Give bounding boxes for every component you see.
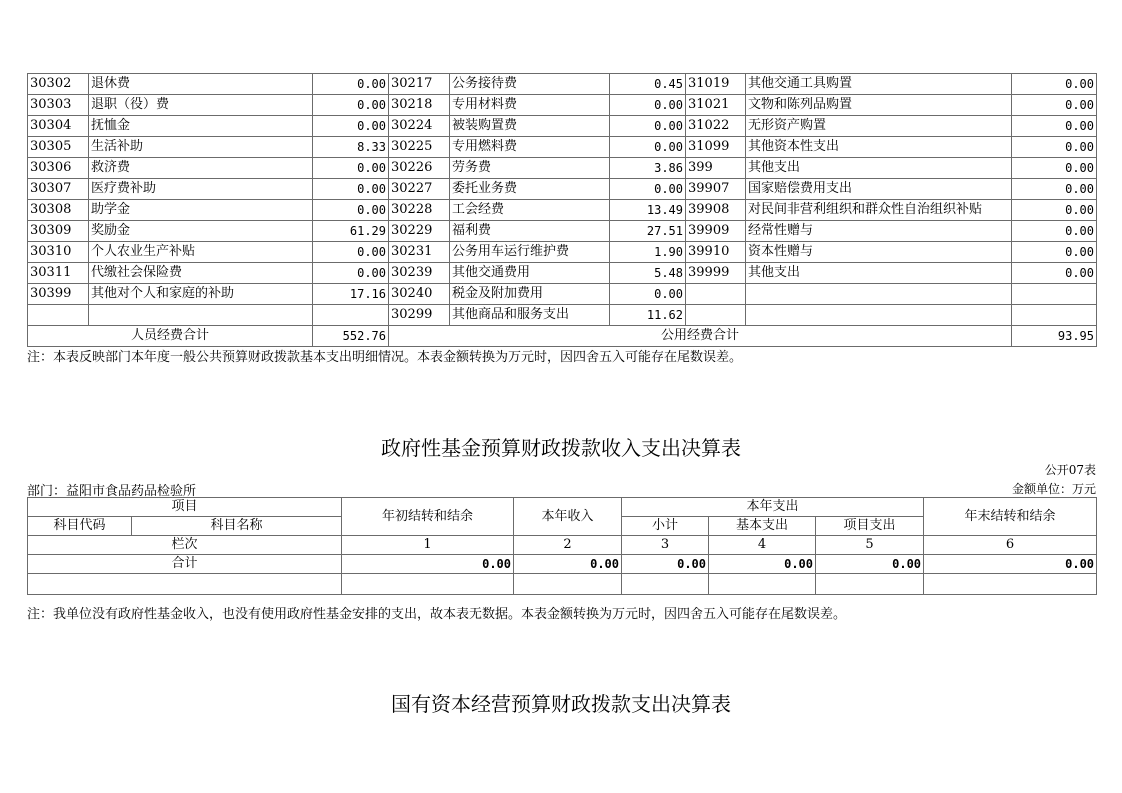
cell-amount-b: 0.00 [610,284,686,305]
cell-amount-a: 0.00 [313,74,389,95]
table-row [28,200,1097,221]
header-end: 年末结转和结余 [924,498,1097,536]
total-end: 0.00 [924,555,1097,574]
total-label: 合计 [28,555,342,574]
cell-name-c: 国家赔偿费用支出 [746,179,1012,200]
cell-amount-b: 0.00 [610,116,686,137]
amount-unit: 金额单位：万元 [1011,482,1096,496]
department-label: 部门：益阳市食品药品检验所 [27,484,197,499]
col-num-2: 2 [514,536,622,555]
cell-name-c: 无形资产购置 [746,116,1012,137]
total-row [28,555,1097,574]
cell-name-a: 救济费 [89,158,313,179]
cell-name-c: 对民间非营利组织和群众性自治组织补贴 [746,200,1012,221]
cell-code-b: 30228 [389,200,450,221]
cell-amount-b: 27.51 [610,221,686,242]
cell-name-a: 退职（役）费 [89,95,313,116]
header-income: 本年收入 [514,498,622,536]
cell-name-c: 其他支出 [746,158,1012,179]
cell-name-a: 退休费 [89,74,313,95]
cell-name-b: 其他交通费用 [450,263,610,284]
cell-name-b: 工会经费 [450,200,610,221]
cell-code-a: 30307 [28,179,89,200]
cell-code-c [686,284,746,305]
cell-name-b: 公务用车运行维护费 [450,242,610,263]
basic-expense-detail-table [27,73,1097,347]
cell-name-c: 其他资本性支出 [746,137,1012,158]
cell-name-a: 奖励金 [89,221,313,242]
header-item: 项目 [28,498,342,517]
cell-code-c: 39999 [686,263,746,284]
cell-code-b: 30224 [389,116,450,137]
empty-cell [342,574,514,595]
cell-code-b: 30299 [389,305,450,326]
personnel-total-label: 人员经费合计 [28,326,313,347]
cell-code-b: 30227 [389,179,450,200]
cell-amount-c: 0.00 [1012,200,1097,221]
empty-cell [28,574,342,595]
cell-code-c: 39908 [686,200,746,221]
cell-amount-a: 0.00 [313,116,389,137]
cell-amount-a [313,305,389,326]
cell-amount-c [1012,284,1097,305]
section3-title: 国有资本经营预算财政拨款支出决算表 [391,692,731,716]
cell-code-b: 30217 [389,74,450,95]
empty-cell [924,574,1097,595]
cell-amount-c: 0.00 [1012,179,1097,200]
public-total-label: 公用经费合计 [389,326,1012,347]
totals-row [28,326,1097,347]
table-row [28,116,1097,137]
cell-name-c [746,284,1012,305]
cell-code-a: 30308 [28,200,89,221]
cell-code-a: 30302 [28,74,89,95]
total-subtotal: 0.00 [622,555,709,574]
cell-code-c: 31021 [686,95,746,116]
empty-cell [709,574,816,595]
header-basic: 基本支出 [709,517,816,536]
cell-name-c: 其他交通工具购置 [746,74,1012,95]
cell-code-c: 31022 [686,116,746,137]
cell-name-b: 专用燃料费 [450,137,610,158]
cell-name-a [89,305,313,326]
cell-amount-b: 13.49 [610,200,686,221]
table-row [28,179,1097,200]
public-total-value: 93.95 [1012,326,1097,347]
cell-name-b: 专用材料费 [450,95,610,116]
cell-code-c [686,305,746,326]
cell-name-a: 代缴社会保险费 [89,263,313,284]
cell-name-b: 福利费 [450,221,610,242]
cell-amount-b: 0.00 [610,137,686,158]
header-code: 科目代码 [28,517,132,536]
cell-code-c: 39909 [686,221,746,242]
header-name: 科目名称 [132,517,342,536]
header-subtotal: 小计 [622,517,709,536]
total-project: 0.00 [816,555,924,574]
empty-cell [514,574,622,595]
cell-code-a: 30304 [28,116,89,137]
cell-code-c: 31019 [686,74,746,95]
table1-note: 注：本表反映部门本年度一般公共预算财政拨款基本支出明细情况。本表金额转换为万元时，因四舍五入可能存在尾数误差。 [27,350,743,365]
gov-fund-table [27,497,1097,595]
cell-name-b: 被装购置费 [450,116,610,137]
col-label: 栏次 [28,536,342,555]
cell-code-a: 30309 [28,221,89,242]
header-expense: 本年支出 [622,498,924,517]
table-row [28,263,1097,284]
total-begin: 0.00 [342,555,514,574]
table-row [28,95,1097,116]
col-num-4: 4 [709,536,816,555]
cell-amount-b: 0.00 [610,95,686,116]
header-begin: 年初结转和结余 [342,498,514,536]
cell-amount-c: 0.00 [1012,242,1097,263]
cell-name-c: 文物和陈列品购置 [746,95,1012,116]
cell-code-b: 30226 [389,158,450,179]
cell-amount-b: 3.86 [610,158,686,179]
cell-amount-a: 0.00 [313,158,389,179]
cell-code-b: 30231 [389,242,450,263]
cell-code-a [28,305,89,326]
header-row-1 [28,498,1097,517]
form-code: 公开07表 [1044,463,1096,477]
cell-name-b: 税金及附加费用 [450,284,610,305]
cell-code-c: 39910 [686,242,746,263]
cell-code-b: 30225 [389,137,450,158]
cell-amount-a: 0.00 [313,242,389,263]
table-row [28,74,1097,95]
cell-name-a: 抚恤金 [89,116,313,137]
section2-note: 注：我单位没有政府性基金收入，也没有使用政府性基金安排的支出，故本表无数据。本表金额转换为万元时，因四舍五入可能存在尾数误差。 [27,607,847,622]
cell-amount-b: 5.48 [610,263,686,284]
cell-name-a: 个人农业生产补贴 [89,242,313,263]
cell-amount-a: 0.00 [313,200,389,221]
cell-name-b: 公务接待费 [450,74,610,95]
table1-body [28,74,1097,326]
personnel-total-value: 552.76 [313,326,389,347]
table-row [28,305,1097,326]
cell-amount-c: 0.00 [1012,95,1097,116]
cell-amount-a: 0.00 [313,95,389,116]
cell-name-c: 经常性赠与 [746,221,1012,242]
cell-amount-c: 0.00 [1012,116,1097,137]
cell-code-b: 30218 [389,95,450,116]
cell-code-c: 39907 [686,179,746,200]
cell-code-a: 30306 [28,158,89,179]
total-income: 0.00 [514,555,622,574]
cell-name-a: 其他对个人和家庭的补助 [89,284,313,305]
cell-name-b: 劳务费 [450,158,610,179]
section2-title: 政府性基金预算财政拨款收入支出决算表 [381,436,741,460]
cell-amount-b: 0.45 [610,74,686,95]
cell-amount-b: 1.90 [610,242,686,263]
col-num-6: 6 [924,536,1097,555]
cell-name-c: 其他支出 [746,263,1012,284]
cell-amount-a: 17.16 [313,284,389,305]
table-row [28,137,1097,158]
cell-amount-b: 0.00 [610,179,686,200]
cell-code-c: 399 [686,158,746,179]
cell-amount-b: 11.62 [610,305,686,326]
cell-amount-a: 61.29 [313,221,389,242]
table-row [28,158,1097,179]
cell-amount-c: 0.00 [1012,263,1097,284]
cell-amount-c: 0.00 [1012,158,1097,179]
cell-amount-a: 0.00 [313,179,389,200]
cell-name-b: 委托业务费 [450,179,610,200]
table-row [28,221,1097,242]
cell-amount-c: 0.00 [1012,221,1097,242]
cell-code-c: 31099 [686,137,746,158]
cell-name-a: 医疗费补助 [89,179,313,200]
cell-amount-c: 0.00 [1012,74,1097,95]
cell-name-c: 资本性赠与 [746,242,1012,263]
col-num-3: 3 [622,536,709,555]
cell-code-b: 30239 [389,263,450,284]
total-basic: 0.00 [709,555,816,574]
cell-code-a: 30399 [28,284,89,305]
cell-code-a: 30311 [28,263,89,284]
cell-code-b: 30229 [389,221,450,242]
cell-name-c [746,305,1012,326]
cell-code-a: 30305 [28,137,89,158]
cell-amount-c: 0.00 [1012,137,1097,158]
empty-cell [816,574,924,595]
cell-amount-c [1012,305,1097,326]
table-row [28,242,1097,263]
cell-amount-a: 0.00 [313,263,389,284]
column-number-row [28,536,1097,555]
table-row [28,284,1097,305]
cell-name-b: 其他商品和服务支出 [450,305,610,326]
empty-cell [622,574,709,595]
col-num-5: 5 [816,536,924,555]
cell-code-a: 30303 [28,95,89,116]
cell-amount-a: 8.33 [313,137,389,158]
cell-code-b: 30240 [389,284,450,305]
cell-code-a: 30310 [28,242,89,263]
header-project: 项目支出 [816,517,924,536]
col-num-1: 1 [342,536,514,555]
cell-name-a: 生活补助 [89,137,313,158]
cell-name-a: 助学金 [89,200,313,221]
empty-row [28,574,1097,595]
